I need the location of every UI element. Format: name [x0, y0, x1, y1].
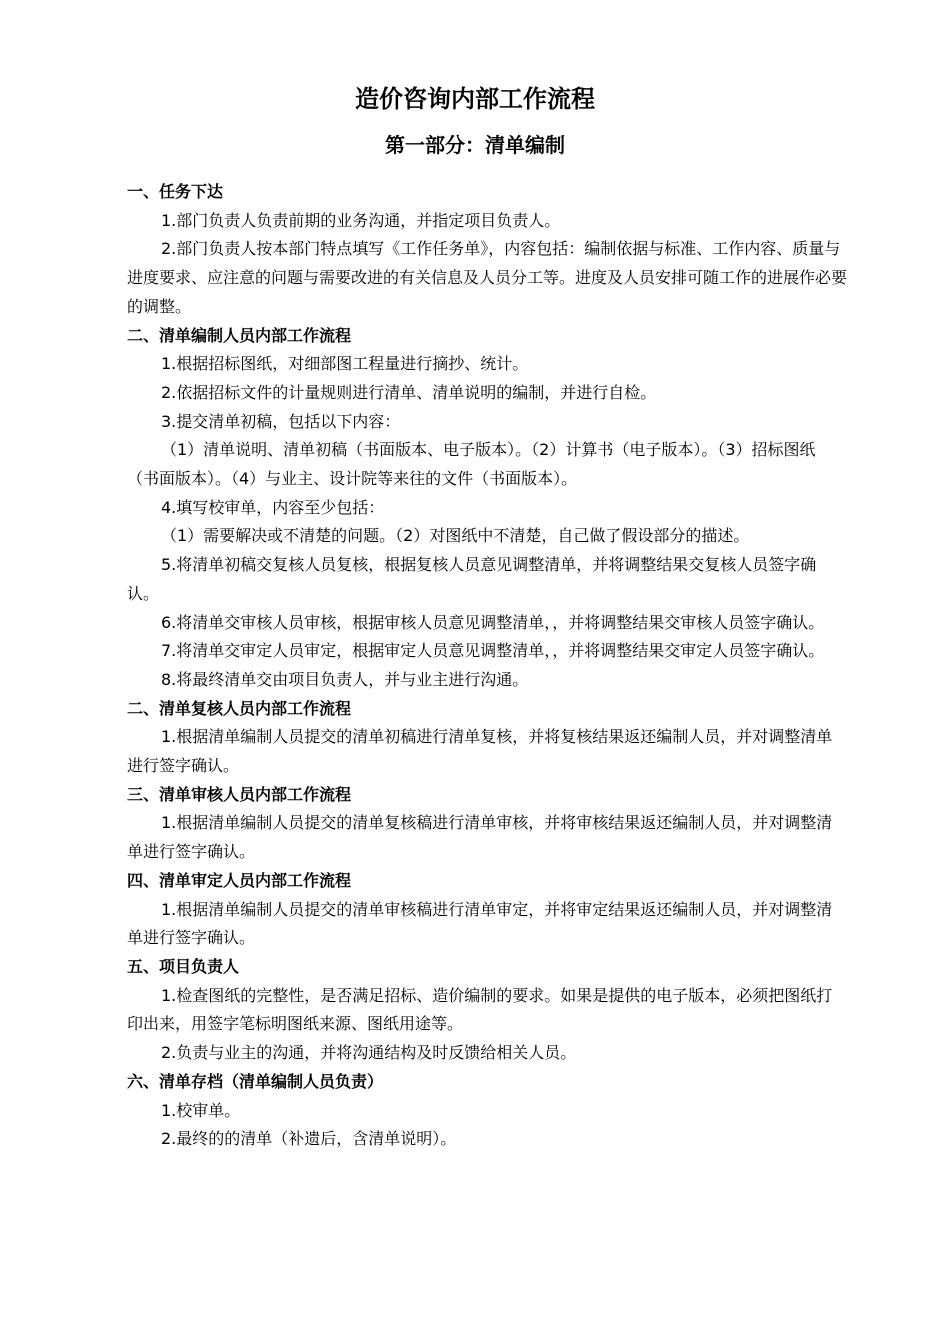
section-heading: 五、项目负责人 [127, 956, 240, 976]
paragraph: 2.最终的的清单（补遗后，含清单说明）。 [161, 1129, 457, 1149]
paragraph: （1）需要解决或不清楚的问题。（2）对图纸中不清楚，自己做了假设部分的描述。 [161, 526, 750, 546]
paragraph: 6.将清单交审核人员审核，根据审核人员意见调整清单，，并将调整结果交审核人员签字确认。 [161, 612, 825, 632]
paragraph: 5.将清单初稿交复核人员复核，根据复核人员意见调整清单，并将调整结果交复核人员签字确认。 [127, 555, 817, 603]
section-task-assignment [127, 178, 847, 322]
paragraph: 2.依据招标文件的计量规则进行清单、清单说明的编制，并进行自检。 [161, 382, 657, 402]
paragraph: 1.根据清单编制人员提交的清单初稿进行清单复核，并将复核结果返还编制人员，并对调整清单进行签字确认。 [127, 727, 833, 776]
document-subtitle: 第一部分：清单编制 [385, 133, 565, 157]
paragraph: 8.将最终清单交由项目负责人，并与业主进行沟通。 [161, 669, 529, 689]
section-heading: 二、清单复核人员内部工作流程 [127, 698, 352, 718]
paragraph: （1）清单说明、清单初稿（书面版本、电子版本）。（2）计算书（电子版本）。（3）招标图纸（书面版本）。（4）与业主、设计院等来往的文件（书面版本）。 [127, 440, 816, 489]
paragraph: 1.根据清单编制人员提交的清单复核稿进行清单审核，并将审核结果返还编制人员，并对调整清单进行签字确认。 [127, 813, 833, 862]
section-heading: 一、任务下达 [127, 182, 224, 201]
section-heading: 四、清单审定人员内部工作流程 [127, 870, 352, 890]
section-project-lead [127, 953, 847, 1068]
section-heading: 三、清单审核人员内部工作流程 [127, 784, 352, 804]
section-list-approval [127, 867, 847, 953]
section-list-audit [127, 781, 847, 867]
paragraph: 1.校审单。 [161, 1100, 241, 1120]
paragraph: 7.将清单交审定人员审定，根据审定人员意见调整清单，，并将调整结果交审定人员签字确认。 [161, 641, 825, 661]
paragraph: 2.负责与业主的沟通，并将沟通结构及时反馈给相关人员。 [161, 1043, 577, 1063]
section-list-review [127, 695, 847, 781]
paragraph: 2.部门负责人按本部门特点填写《工作任务单》，内容包括：编制依据与标准、工作内容、质量与进度要求、应注意的问题与需要改进的有关信息及人员分工等。进度及人员安排可随工作的进展作必要的调整。 [127, 239, 848, 316]
section-list-compilation [127, 322, 847, 695]
section-heading: 六、清单存档（清单编制人员负责） [127, 1071, 384, 1091]
paragraph: 4.填写校审单，内容至少包括： [161, 497, 385, 517]
paragraph: 1.部门负责人负责前期的业务沟通，并指定项目负责人。 [161, 210, 561, 230]
paragraph: 3.提交清单初稿，包括以下内容： [161, 411, 401, 431]
document-body [127, 178, 847, 1154]
section-archiving [127, 1068, 847, 1154]
document-title: 造价咨询内部工作流程 [355, 85, 595, 113]
section-heading: 二、清单编制人员内部工作流程 [127, 325, 352, 345]
paragraph: 1.根据招标图纸，对细部图工程量进行摘抄、统计。 [161, 354, 529, 374]
paragraph: 1.根据清单编制人员提交的清单审核稿进行清单审定，并将审定结果返还编制人员，并对调整清单进行签字确认。 [127, 899, 833, 948]
paragraph: 1.检查图纸的完整性，是否满足招标、造价编制的要求。如果是提供的电子版本，必须把图纸打印出来，用签字笔标明图纸来源、图纸用途等。 [127, 985, 833, 1034]
